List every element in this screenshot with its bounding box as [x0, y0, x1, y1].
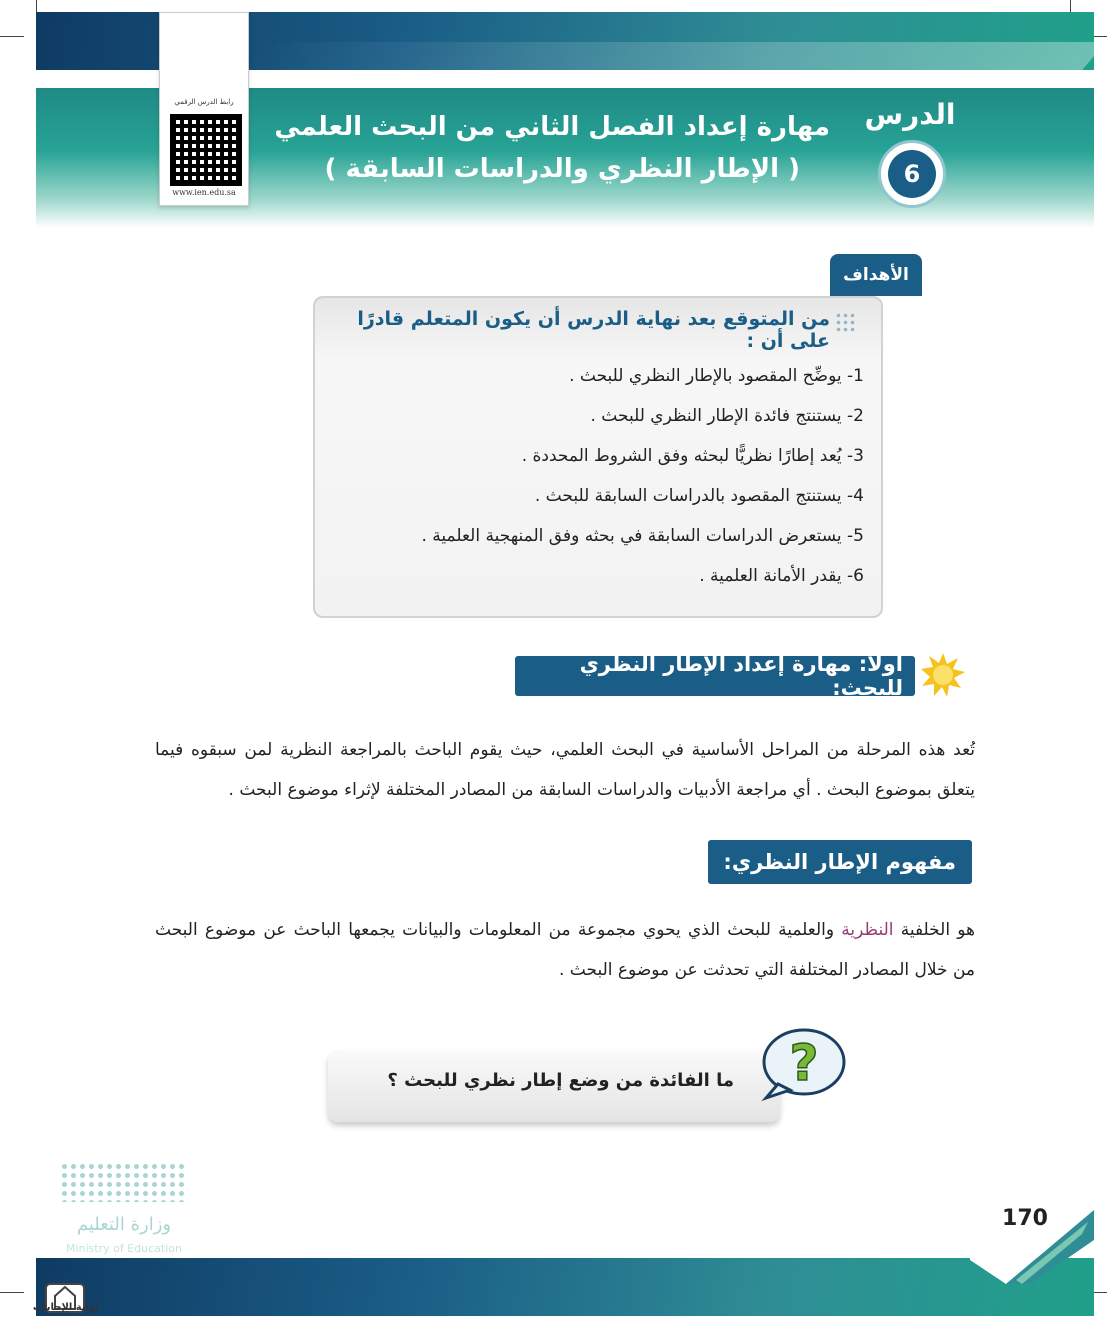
- lesson-number-badge: [878, 140, 946, 208]
- page-number: 170: [1002, 1206, 1048, 1231]
- objective-item: 5- يستعرض الدراسات السابقة في بحثه وفق المنهجية العلمية .: [421, 526, 864, 546]
- crop-mark: [0, 1292, 24, 1293]
- qr-caption: رابط الدرس الرقمي: [174, 98, 234, 106]
- paragraph-text: هو الخلفية: [893, 920, 975, 940]
- lesson-title: مهارة إعداد الفصل الثاني من البحث العلمي: [274, 112, 830, 142]
- section2-paragraph: [155, 910, 975, 990]
- objective-item: 6- يقدر الأمانة العلمية .: [699, 566, 864, 586]
- ministry-name-en: Ministry of Education: [65, 1242, 182, 1255]
- objective-item: 3- يُعد إطارًا نظريًّا لبحثه وفق الشروط المحددة .: [521, 446, 864, 466]
- question-bubble-icon: [758, 1024, 848, 1104]
- dots-icon: [835, 312, 857, 334]
- footer-banner: [36, 1258, 1094, 1316]
- objectives-list: [330, 360, 864, 600]
- section-heading-theoretical-framework: أولا: مهارة إعداد الإطار النظري للبحث:: [515, 656, 915, 696]
- highlighted-word: النظرية: [841, 920, 894, 940]
- objective-item: 4- يستنتج المقصود بالدراسات السابقة للبحث .: [534, 486, 864, 506]
- ministry-logo-icon: [60, 1162, 188, 1202]
- paragraph-text: والعلمية للبحث الذي يحوي مجموعة من المعلومات والبيانات يجمعها الباحث عن موضوع البحث من خلال المصادر المختلفة التي تحدثت عن موضوع البحث .: [155, 920, 975, 980]
- objectives-heading: من المتوقع بعد نهاية الدرس أن يكون المتعلم قادرًا على أن :: [357, 308, 830, 352]
- answers-label: بوابة الإجابات: [32, 1302, 100, 1313]
- section-heading-concept: مفهوم الإطار النظري:: [708, 840, 972, 884]
- ministry-name-ar: وزارة التعليم: [76, 1214, 172, 1235]
- objective-item: 2- يستنتج فائدة الإطار النظري للبحث .: [590, 406, 864, 426]
- svg-text:?: ?: [789, 1034, 819, 1092]
- question-text: ما الفائدة من وضع إطار نظري للبحث ؟: [387, 1070, 734, 1091]
- qr-code-icon[interactable]: [170, 114, 242, 186]
- qr-url[interactable]: www.ien.edu.sa: [172, 188, 236, 197]
- objectives-tab: الأهداف: [830, 254, 922, 296]
- lesson-subtitle: ( الإطار النظري والدراسات السابقة ): [324, 154, 800, 184]
- objective-item: 1- يوضِّح المقصود بالإطار النظري للبحث .: [569, 366, 864, 386]
- lesson-number: 6: [888, 150, 936, 198]
- sun-icon: [920, 652, 966, 698]
- crop-mark: [0, 36, 24, 37]
- lesson-label: الدرس: [864, 98, 956, 131]
- section1-paragraph: تُعد هذه المرحلة من المراحل الأساسية في البحث العلمي، حيث يقوم الباحث بالمراجعة النظرية لمن سبقوه فيما يتعلق بموضوع البحث . أي مراجعة الأدبيات والدراسات السابقة من المصادر المختلفة لإثراء موضوع البحث .: [155, 740, 975, 800]
